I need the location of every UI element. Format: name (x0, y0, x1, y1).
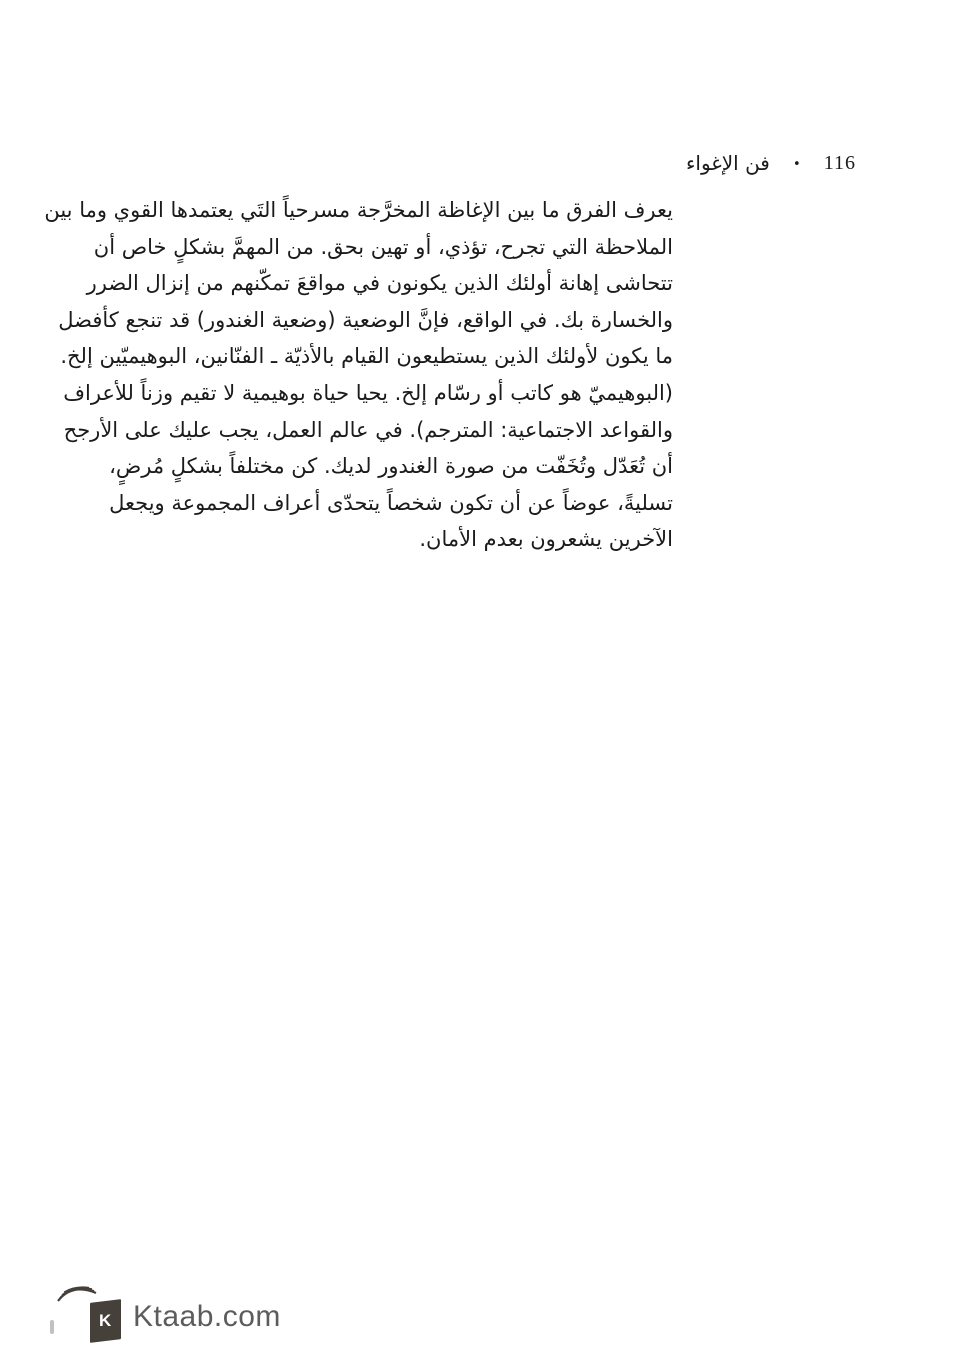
page-edge-mark (50, 1320, 54, 1334)
book-title: فن الإغواء (686, 151, 770, 175)
paragraph-line: الآخرين يشعرون بعدم الأمان. (419, 527, 673, 552)
book-cover-icon (90, 1299, 121, 1343)
paragraph-line: والقواعد الاجتماعية: المترجم). في عالم العمل، يجب عليك على الأرجح (63, 417, 673, 442)
page-header (686, 146, 856, 180)
paragraph-line: تسليةً، عوضاً عن أن تكون شخصاً يتحدّى أعراف المجموعة ويجعل (109, 490, 673, 515)
paragraph-line: تتحاشى إهانة أولئك الذين يكونون في مواقعَ تمكّنهم من إنزال الضرر (86, 271, 673, 296)
paragraph-line: الملاحظة التي تجرح، تؤذي، أو تهين بحق. من المهمَّ بشكلٍ خاص أن (93, 234, 673, 259)
page-number: 116 (823, 151, 856, 174)
paragraph-line: والخسارة بك. في الواقع، فإنَّ الوضعية (وضعية الغندور) قد تنجع كأفضل (58, 307, 673, 332)
paragraph (44, 192, 673, 558)
paragraph-line: يعرف الفرق ما بين الإغاظة المخرَّجة مسرحياً التَي يعتمدها القوي وما بين (44, 198, 673, 222)
header-bullet-icon: • (792, 156, 801, 172)
paragraph-line: أن تُعَدّل وتُخَفّت من صورة الغندور لديك. كن مختلفاً بشكلٍ مُرضٍ، (109, 454, 673, 479)
brand-text: Ktaab.com (133, 1300, 281, 1333)
paragraph-line: ما يكون لأولئك الذين يستطيعون القيام بالأذيّة ـ الفنّانين، البوهيميّين إلخ. (60, 344, 673, 369)
paragraph-line: (البوهيميّ هو كاتب أو رسّام إلخ. يحيا حياة بوهيمية لا تقيم وزناً للأعراف (63, 380, 673, 405)
logo-letter: K (99, 1311, 112, 1330)
